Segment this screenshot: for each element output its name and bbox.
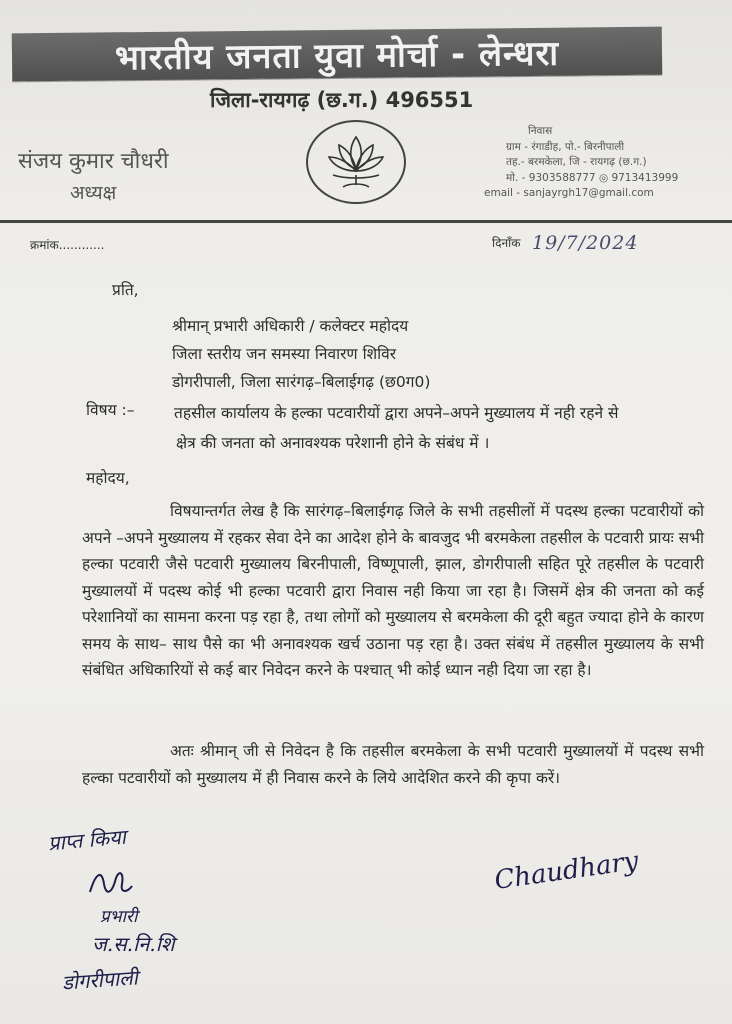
receipt-line-2: प्रभारी xyxy=(100,907,138,927)
subject-line-1: तहसील कार्यालय के हल्का पटवारीयों द्वारा अपने–अपने मुख्यालय में नही रहने से xyxy=(174,404,619,422)
president-title: अध्यक्ष xyxy=(70,182,117,204)
initials-scribble-icon xyxy=(86,866,136,900)
address-line-2: तह.- बरमकेला, जि - रायगढ़ (छ.ग.) xyxy=(506,156,647,168)
date-label: दिनाँक xyxy=(492,236,521,250)
header-divider xyxy=(0,220,732,223)
address-heading: निवास xyxy=(528,125,553,137)
president-name: संजय कुमार चौधरी xyxy=(18,149,169,174)
org-name: भारतीय जनता युवा मोर्चा - लेन्धरा xyxy=(114,33,560,79)
address-line-1: ग्राम - रंगाडीह, पो.- बिरनीपाली xyxy=(506,140,625,153)
signature: Chaudhary xyxy=(492,846,641,896)
receipt-line-1: प्राप्त किया xyxy=(47,824,127,856)
reference-number: क्रमांक............ xyxy=(30,238,105,252)
subject-text xyxy=(174,398,618,458)
receipt-line-4: डोगरीपाली xyxy=(61,965,139,995)
receipt-line-3: ज.स.नि.शि xyxy=(92,932,175,956)
residence-address xyxy=(478,124,678,202)
district-line: जिला-रायगढ़ (छ.ग.) 496551 xyxy=(210,88,474,112)
lotus-icon xyxy=(321,129,391,195)
body-paragraph-2: अतः श्रीमान् जी से निवेदन है कि तहसील बरमकेला के सभी पटवारी मुख्यालयों में पदस्थ सभी हल्का पटवारीयों को मुख्यालय में ही निवास करने के लिये आदेशित करने की कृपा करें। xyxy=(82,742,704,787)
recipient-prefix: प्रति, xyxy=(112,281,139,299)
mobile-numbers: मो. - 9303588777 ◎ 9713413999 xyxy=(506,171,679,184)
body-paragraph-1: विषयान्तर्गत लेख है कि सारंगढ़–बिलाईगढ़ जिले के सभी तहसीलों में पदस्थ हल्का पटवारीयों को अपने –अपने मुख्यालय में रहकर सेवा देने का आदेश होने के बावजुद भी बरमकेला तहसील के पटवारी प्रायः सभी हल्का पटवारी जैसे पटवारी मुख्यालय बिरनीपाली, विष्णूपाली, झाल, डोगरीपाली सहित पूरे तहसील के पटवारी मुख्यालयों में पदस्थ कोई भी हल्का पटवारी द्वारा निवास नही किया जा रहा है। जिसमें क्षेत्र की जनता को कई परेशानियों का सामना करना पड़ रहा है, तथा लोगों को मुख्यालय से बरमकेला की दूरी बहुत ज्यादा होने के कारण समय के साथ– साथ पैसे का भी अनावश्यक खर्च उठाना पड़ रहा है। उक्त संबंध में तहसील मुख्यालय के सभी संबंधित अधिकारियों से कई बार निवेदन करने के पश्चात् भी कोई ध्यान नही दिया जा रहा है। xyxy=(82,502,705,679)
email-address: email - sanjayrgh17@gmail.com xyxy=(484,187,654,199)
org-banner xyxy=(12,27,662,82)
subject-label: विषय :– xyxy=(86,401,135,419)
subject-line-2: क्षेत्र की जनता को अनावश्यक परेशानी होने के संबंध में । xyxy=(176,434,490,452)
date-handwritten: 19/7/2024 xyxy=(532,232,639,254)
lotus-logo-icon xyxy=(306,120,406,204)
recipient-line-3: डोगरीपाली, जिला सारंगढ़–बिलाईगढ़ (छ0ग0) xyxy=(172,373,431,391)
salutation: महोदय, xyxy=(86,469,130,487)
recipient-line-2: जिला स्तरीय जन समस्या निवारण शिविर xyxy=(172,345,397,363)
president-block xyxy=(18,145,169,205)
recipient-line-1: श्रीमान् प्रभारी अधिकारी / कलेक्टर महोदय xyxy=(172,317,409,335)
